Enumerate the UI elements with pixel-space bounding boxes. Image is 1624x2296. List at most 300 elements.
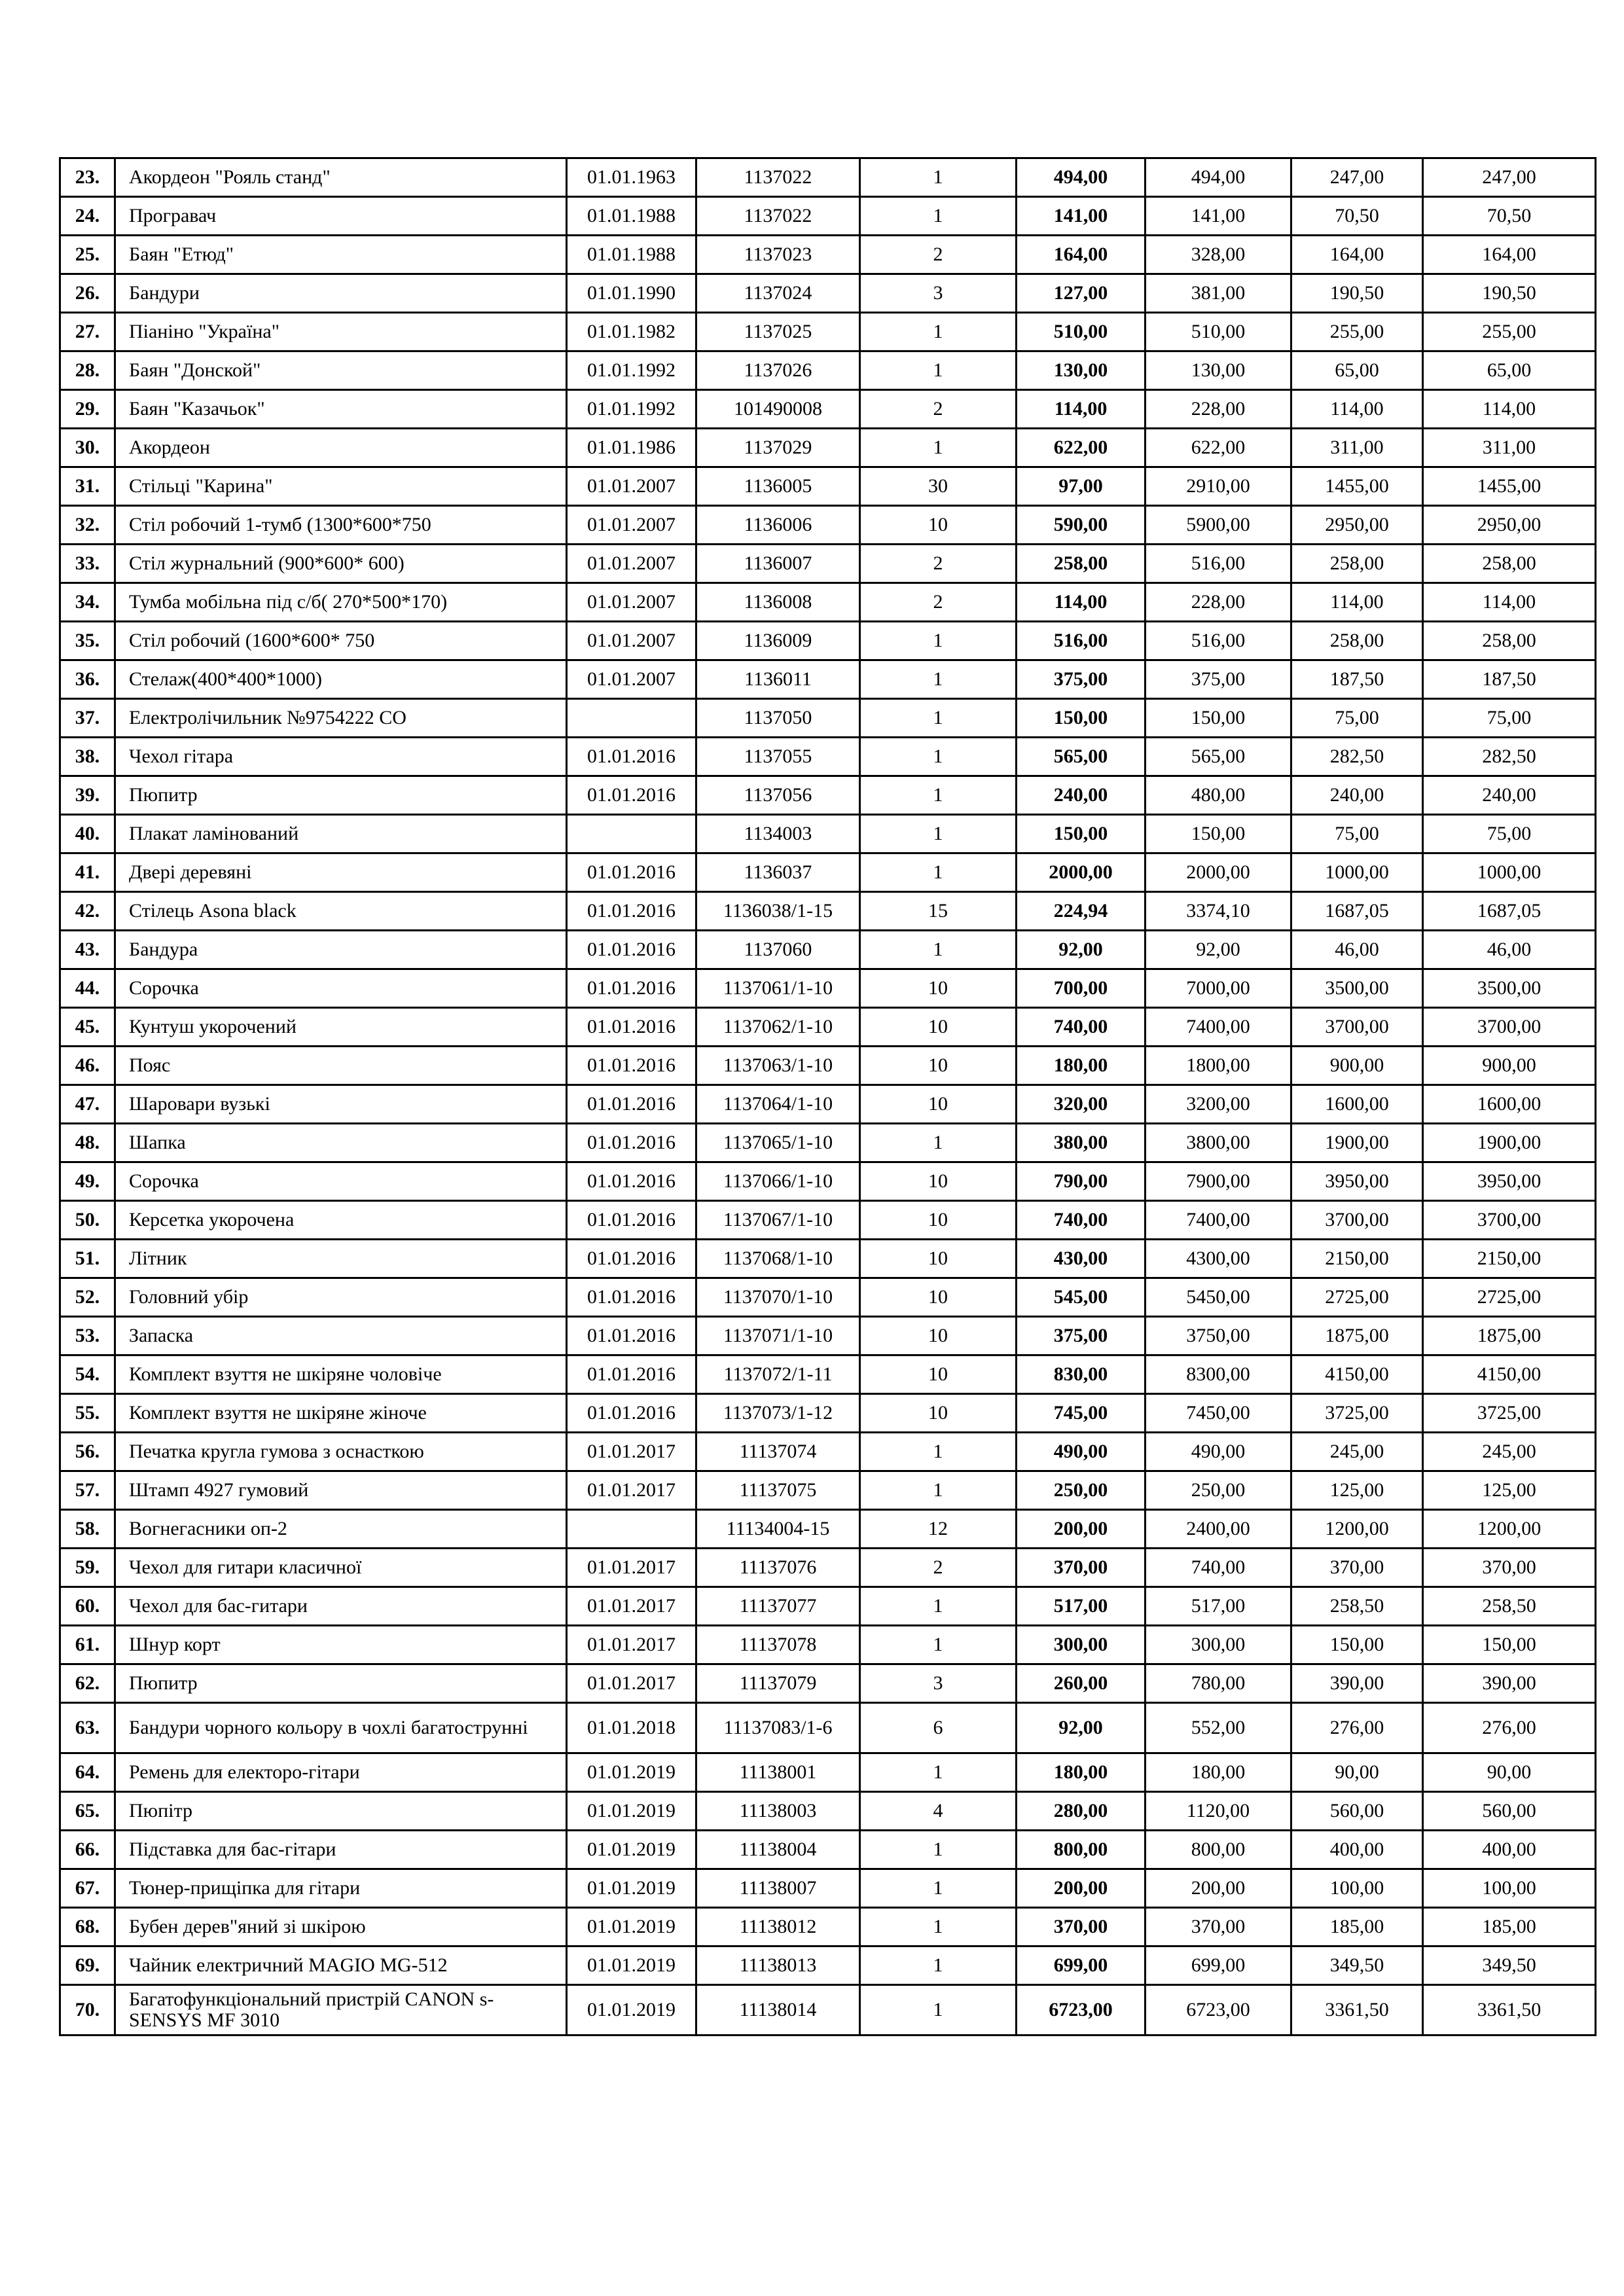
- total-cost-cell: 130,00: [1146, 351, 1291, 390]
- unit-price-cell: 494,00: [1017, 158, 1146, 197]
- residual-value-cell: 114,00: [1423, 390, 1596, 429]
- row-number-cell: 64.: [60, 1753, 115, 1792]
- quantity-cell: 10: [860, 506, 1017, 545]
- table-row: [60, 815, 1596, 853]
- inventory-number-cell: 11138013: [696, 1946, 860, 1985]
- inventory-number-cell: 11138004: [696, 1831, 860, 1869]
- residual-value-cell: 4150,00: [1423, 1355, 1596, 1394]
- unit-price-cell: 300,00: [1017, 1626, 1146, 1664]
- acquisition-date-cell: 01.01.2016: [567, 1278, 696, 1317]
- row-number-cell: 55.: [60, 1394, 115, 1433]
- quantity-cell: 1: [860, 351, 1017, 390]
- table-row: [60, 313, 1596, 351]
- quantity-cell: 10: [860, 1085, 1017, 1124]
- row-number-cell: 51.: [60, 1240, 115, 1278]
- unit-price-cell: 790,00: [1017, 1162, 1146, 1201]
- row-number-cell: 25.: [60, 236, 115, 274]
- quantity-cell: 1: [860, 197, 1017, 236]
- table-row: [60, 1471, 1596, 1510]
- unit-price-cell: 517,00: [1017, 1587, 1146, 1626]
- total-cost-cell: 7900,00: [1146, 1162, 1291, 1201]
- unit-price-cell: 740,00: [1017, 1201, 1146, 1240]
- depreciation-cell: 282,50: [1291, 738, 1423, 776]
- residual-value-cell: 258,00: [1423, 545, 1596, 583]
- depreciation-cell: 400,00: [1291, 1831, 1423, 1869]
- table-row: [60, 236, 1596, 274]
- depreciation-cell: 164,00: [1291, 236, 1423, 274]
- unit-price-cell: 590,00: [1017, 506, 1146, 545]
- unit-price-cell: 224,94: [1017, 892, 1146, 931]
- depreciation-cell: 1455,00: [1291, 467, 1423, 506]
- row-number-cell: 54.: [60, 1355, 115, 1394]
- total-cost-cell: 1800,00: [1146, 1047, 1291, 1085]
- acquisition-date-cell: 01.01.2016: [567, 969, 696, 1008]
- item-name-cell: Кунтуш укорочений: [115, 1008, 567, 1047]
- residual-value-cell: 150,00: [1423, 1626, 1596, 1664]
- total-cost-cell: 2000,00: [1146, 853, 1291, 892]
- acquisition-date-cell: 01.01.2016: [567, 892, 696, 931]
- depreciation-cell: 1000,00: [1291, 853, 1423, 892]
- inventory-number-cell: 1137062/1-10: [696, 1008, 860, 1047]
- quantity-cell: 1: [860, 1908, 1017, 1946]
- inventory-number-cell: 1137022: [696, 197, 860, 236]
- depreciation-cell: 114,00: [1291, 583, 1423, 622]
- item-name-cell: Стіл робочий (1600*600* 750: [115, 622, 567, 660]
- item-name-cell: Бандури чорного кольору в чохлі багатострунні: [115, 1703, 567, 1753]
- item-name-cell: Баян "Казачьок": [115, 390, 567, 429]
- row-number-cell: 52.: [60, 1278, 115, 1317]
- total-cost-cell: 180,00: [1146, 1753, 1291, 1792]
- quantity-cell: 10: [860, 1162, 1017, 1201]
- inventory-number-cell: 1134003: [696, 815, 860, 853]
- row-number-cell: 48.: [60, 1124, 115, 1162]
- table-row: [60, 776, 1596, 815]
- quantity-cell: 1: [860, 622, 1017, 660]
- acquisition-date-cell: [567, 699, 696, 738]
- depreciation-cell: 70,50: [1291, 197, 1423, 236]
- residual-value-cell: 46,00: [1423, 931, 1596, 969]
- table-row: [60, 1201, 1596, 1240]
- total-cost-cell: 8300,00: [1146, 1355, 1291, 1394]
- acquisition-date-cell: 01.01.2016: [567, 1317, 696, 1355]
- item-name-cell: Сорочка: [115, 1162, 567, 1201]
- quantity-cell: 15: [860, 892, 1017, 931]
- total-cost-cell: 300,00: [1146, 1626, 1291, 1664]
- total-cost-cell: 800,00: [1146, 1831, 1291, 1869]
- unit-price-cell: 240,00: [1017, 776, 1146, 815]
- inventory-number-cell: 1137068/1-10: [696, 1240, 860, 1278]
- total-cost-cell: 552,00: [1146, 1703, 1291, 1753]
- inventory-number-cell: 1137050: [696, 699, 860, 738]
- table-row: [60, 699, 1596, 738]
- table-row: [60, 1869, 1596, 1908]
- unit-price-cell: 830,00: [1017, 1355, 1146, 1394]
- inventory-number-cell: 11137077: [696, 1587, 860, 1626]
- acquisition-date-cell: 01.01.2016: [567, 1201, 696, 1240]
- table-row: [60, 1433, 1596, 1471]
- residual-value-cell: 65,00: [1423, 351, 1596, 390]
- inventory-number-cell: 11137075: [696, 1471, 860, 1510]
- row-number-cell: 43.: [60, 931, 115, 969]
- row-number-cell: 47.: [60, 1085, 115, 1124]
- unit-price-cell: 92,00: [1017, 1703, 1146, 1753]
- total-cost-cell: 510,00: [1146, 313, 1291, 351]
- depreciation-cell: 3700,00: [1291, 1008, 1423, 1047]
- table-row: [60, 1908, 1596, 1946]
- total-cost-cell: 200,00: [1146, 1869, 1291, 1908]
- row-number-cell: 31.: [60, 467, 115, 506]
- item-name-cell: Баян "Етюд": [115, 236, 567, 274]
- quantity-cell: 1: [860, 660, 1017, 699]
- residual-value-cell: 164,00: [1423, 236, 1596, 274]
- unit-price-cell: 200,00: [1017, 1510, 1146, 1549]
- row-number-cell: 58.: [60, 1510, 115, 1549]
- quantity-cell: 1: [860, 1124, 1017, 1162]
- total-cost-cell: 1120,00: [1146, 1792, 1291, 1831]
- total-cost-cell: 480,00: [1146, 776, 1291, 815]
- inventory-number-cell: 1137070/1-10: [696, 1278, 860, 1317]
- table-row: [60, 1317, 1596, 1355]
- total-cost-cell: 381,00: [1146, 274, 1291, 313]
- inventory-number-cell: 1137061/1-10: [696, 969, 860, 1008]
- table-row: [60, 931, 1596, 969]
- residual-value-cell: 2950,00: [1423, 506, 1596, 545]
- unit-price-cell: 258,00: [1017, 545, 1146, 583]
- item-name-cell: Пояс: [115, 1047, 567, 1085]
- item-name-cell: Сорочка: [115, 969, 567, 1008]
- acquisition-date-cell: 01.01.2016: [567, 1394, 696, 1433]
- table-row: [60, 738, 1596, 776]
- table-row: [60, 467, 1596, 506]
- total-cost-cell: 5450,00: [1146, 1278, 1291, 1317]
- inventory-number-cell: 11138012: [696, 1908, 860, 1946]
- acquisition-date-cell: 01.01.2007: [567, 660, 696, 699]
- unit-price-cell: 150,00: [1017, 699, 1146, 738]
- total-cost-cell: 3374,10: [1146, 892, 1291, 931]
- unit-price-cell: 127,00: [1017, 274, 1146, 313]
- item-name-cell: Стіл журнальний (900*600* 600): [115, 545, 567, 583]
- inventory-number-cell: 1137067/1-10: [696, 1201, 860, 1240]
- depreciation-cell: 311,00: [1291, 429, 1423, 467]
- residual-value-cell: 75,00: [1423, 815, 1596, 853]
- acquisition-date-cell: 01.01.2007: [567, 622, 696, 660]
- inventory-number-cell: 1137065/1-10: [696, 1124, 860, 1162]
- residual-value-cell: 349,50: [1423, 1946, 1596, 1985]
- unit-price-cell: 130,00: [1017, 351, 1146, 390]
- item-name-cell: Вогнегасники оп-2: [115, 1510, 567, 1549]
- table-row: [60, 1162, 1596, 1201]
- item-name-cell: Бубен дерев"яний зі шкірою: [115, 1908, 567, 1946]
- total-cost-cell: 740,00: [1146, 1549, 1291, 1587]
- table-row: [60, 1792, 1596, 1831]
- inventory-number-cell: 1137060: [696, 931, 860, 969]
- row-number-cell: 50.: [60, 1201, 115, 1240]
- depreciation-cell: 185,00: [1291, 1908, 1423, 1946]
- inventory-number-cell: 11137078: [696, 1626, 860, 1664]
- row-number-cell: 34.: [60, 583, 115, 622]
- item-name-cell: Програвач: [115, 197, 567, 236]
- acquisition-date-cell: 01.01.2019: [567, 1908, 696, 1946]
- row-number-cell: 60.: [60, 1587, 115, 1626]
- quantity-cell: 1: [860, 931, 1017, 969]
- acquisition-date-cell: 01.01.2017: [567, 1471, 696, 1510]
- quantity-cell: 1: [860, 1753, 1017, 1792]
- row-number-cell: 28.: [60, 351, 115, 390]
- table-row: [60, 660, 1596, 699]
- item-name-cell: Шнур корт: [115, 1626, 567, 1664]
- quantity-cell: 1: [860, 429, 1017, 467]
- row-number-cell: 24.: [60, 197, 115, 236]
- total-cost-cell: 780,00: [1146, 1664, 1291, 1703]
- table-row: [60, 1355, 1596, 1394]
- acquisition-date-cell: 01.01.2007: [567, 583, 696, 622]
- row-number-cell: 26.: [60, 274, 115, 313]
- item-name-cell: Багатофункціональний пристрій CANON s-SENSYS MF 3010: [115, 1985, 567, 2036]
- row-number-cell: 38.: [60, 738, 115, 776]
- inventory-number-cell: 11137083/1-6: [696, 1703, 860, 1753]
- row-number-cell: 59.: [60, 1549, 115, 1587]
- total-cost-cell: 375,00: [1146, 660, 1291, 699]
- residual-value-cell: 125,00: [1423, 1471, 1596, 1510]
- unit-price-cell: 370,00: [1017, 1908, 1146, 1946]
- quantity-cell: 2: [860, 583, 1017, 622]
- row-number-cell: 46.: [60, 1047, 115, 1085]
- row-number-cell: 27.: [60, 313, 115, 351]
- item-name-cell: Електролічильник №9754222 СО: [115, 699, 567, 738]
- depreciation-cell: 276,00: [1291, 1703, 1423, 1753]
- depreciation-cell: 150,00: [1291, 1626, 1423, 1664]
- total-cost-cell: 7400,00: [1146, 1008, 1291, 1047]
- unit-price-cell: 700,00: [1017, 969, 1146, 1008]
- acquisition-date-cell: 01.01.1982: [567, 313, 696, 351]
- residual-value-cell: 3950,00: [1423, 1162, 1596, 1201]
- depreciation-cell: 75,00: [1291, 699, 1423, 738]
- residual-value-cell: 3700,00: [1423, 1201, 1596, 1240]
- residual-value-cell: 1900,00: [1423, 1124, 1596, 1162]
- total-cost-cell: 92,00: [1146, 931, 1291, 969]
- acquisition-date-cell: 01.01.2018: [567, 1703, 696, 1753]
- inventory-number-cell: 1136037: [696, 853, 860, 892]
- acquisition-date-cell: 01.01.1988: [567, 236, 696, 274]
- depreciation-cell: 247,00: [1291, 158, 1423, 197]
- row-number-cell: 65.: [60, 1792, 115, 1831]
- quantity-cell: 1: [860, 1433, 1017, 1471]
- row-number-cell: 61.: [60, 1626, 115, 1664]
- total-cost-cell: 250,00: [1146, 1471, 1291, 1510]
- inventory-number-cell: 1137029: [696, 429, 860, 467]
- residual-value-cell: 3725,00: [1423, 1394, 1596, 1433]
- total-cost-cell: 6723,00: [1146, 1985, 1291, 2036]
- residual-value-cell: 100,00: [1423, 1869, 1596, 1908]
- item-name-cell: Запаска: [115, 1317, 567, 1355]
- acquisition-date-cell: 01.01.2016: [567, 1162, 696, 1201]
- residual-value-cell: 282,50: [1423, 738, 1596, 776]
- depreciation-cell: 190,50: [1291, 274, 1423, 313]
- unit-price-cell: 622,00: [1017, 429, 1146, 467]
- quantity-cell: 1: [860, 313, 1017, 351]
- depreciation-cell: 75,00: [1291, 815, 1423, 853]
- inventory-number-cell: 1136007: [696, 545, 860, 583]
- depreciation-cell: 187,50: [1291, 660, 1423, 699]
- item-name-cell: Комплект взуття не шкіряне чоловіче: [115, 1355, 567, 1394]
- table-row: [60, 1753, 1596, 1792]
- table-row: [60, 506, 1596, 545]
- residual-value-cell: 75,00: [1423, 699, 1596, 738]
- residual-value-cell: 311,00: [1423, 429, 1596, 467]
- acquisition-date-cell: 01.01.2007: [567, 545, 696, 583]
- total-cost-cell: 3200,00: [1146, 1085, 1291, 1124]
- table-row: [60, 274, 1596, 313]
- total-cost-cell: 4300,00: [1146, 1240, 1291, 1278]
- unit-price-cell: 545,00: [1017, 1278, 1146, 1317]
- acquisition-date-cell: 01.01.2007: [567, 506, 696, 545]
- inventory-number-cell: 1137025: [696, 313, 860, 351]
- row-number-cell: 33.: [60, 545, 115, 583]
- depreciation-cell: 2150,00: [1291, 1240, 1423, 1278]
- quantity-cell: 1: [860, 853, 1017, 892]
- depreciation-cell: 1875,00: [1291, 1317, 1423, 1355]
- total-cost-cell: 516,00: [1146, 545, 1291, 583]
- unit-price-cell: 92,00: [1017, 931, 1146, 969]
- row-number-cell: 53.: [60, 1317, 115, 1355]
- item-name-cell: Піаніно "Україна": [115, 313, 567, 351]
- depreciation-cell: 2725,00: [1291, 1278, 1423, 1317]
- quantity-cell: 2: [860, 236, 1017, 274]
- unit-price-cell: 180,00: [1017, 1047, 1146, 1085]
- item-name-cell: Чехол гітара: [115, 738, 567, 776]
- residual-value-cell: 390,00: [1423, 1664, 1596, 1703]
- quantity-cell: 2: [860, 390, 1017, 429]
- item-name-cell: Бандури: [115, 274, 567, 313]
- item-name-cell: Плакат ламінований: [115, 815, 567, 853]
- item-name-cell: Пюпітр: [115, 1792, 567, 1831]
- residual-value-cell: 560,00: [1423, 1792, 1596, 1831]
- depreciation-cell: 560,00: [1291, 1792, 1423, 1831]
- table-row: [60, 197, 1596, 236]
- depreciation-cell: 3725,00: [1291, 1394, 1423, 1433]
- inventory-table-body: [60, 158, 1596, 2036]
- unit-price-cell: 141,00: [1017, 197, 1146, 236]
- quantity-cell: 6: [860, 1703, 1017, 1753]
- inventory-number-cell: 1137071/1-10: [696, 1317, 860, 1355]
- unit-price-cell: 97,00: [1017, 467, 1146, 506]
- depreciation-cell: 3500,00: [1291, 969, 1423, 1008]
- quantity-cell: 10: [860, 1008, 1017, 1047]
- quantity-cell: 1: [860, 158, 1017, 197]
- inventory-number-cell: 1137023: [696, 236, 860, 274]
- inventory-number-cell: 1136008: [696, 583, 860, 622]
- unit-price-cell: 114,00: [1017, 390, 1146, 429]
- total-cost-cell: 228,00: [1146, 583, 1291, 622]
- acquisition-date-cell: 01.01.1992: [567, 351, 696, 390]
- residual-value-cell: 187,50: [1423, 660, 1596, 699]
- total-cost-cell: 516,00: [1146, 622, 1291, 660]
- depreciation-cell: 258,00: [1291, 545, 1423, 583]
- unit-price-cell: 490,00: [1017, 1433, 1146, 1471]
- quantity-cell: 1: [860, 1471, 1017, 1510]
- inventory-number-cell: 1136009: [696, 622, 860, 660]
- quantity-cell: 1: [860, 1587, 1017, 1626]
- acquisition-date-cell: 01.01.2016: [567, 853, 696, 892]
- acquisition-date-cell: 01.01.1990: [567, 274, 696, 313]
- table-row: [60, 429, 1596, 467]
- quantity-cell: 1: [860, 699, 1017, 738]
- residual-value-cell: 1455,00: [1423, 467, 1596, 506]
- quantity-cell: 10: [860, 1240, 1017, 1278]
- table-row: [60, 853, 1596, 892]
- table-row: [60, 1664, 1596, 1703]
- total-cost-cell: 228,00: [1146, 390, 1291, 429]
- depreciation-cell: 245,00: [1291, 1433, 1423, 1471]
- acquisition-date-cell: 01.01.2016: [567, 931, 696, 969]
- depreciation-cell: 900,00: [1291, 1047, 1423, 1085]
- item-name-cell: Стіл робочий 1-тумб (1300*600*750: [115, 506, 567, 545]
- item-name-cell: Баян "Донской": [115, 351, 567, 390]
- row-number-cell: 30.: [60, 429, 115, 467]
- depreciation-cell: 46,00: [1291, 931, 1423, 969]
- depreciation-cell: 90,00: [1291, 1753, 1423, 1792]
- row-number-cell: 23.: [60, 158, 115, 197]
- inventory-number-cell: 1136006: [696, 506, 860, 545]
- inventory-number-cell: 1137072/1-11: [696, 1355, 860, 1394]
- residual-value-cell: 258,00: [1423, 622, 1596, 660]
- quantity-cell: 10: [860, 1278, 1017, 1317]
- depreciation-cell: 1600,00: [1291, 1085, 1423, 1124]
- residual-value-cell: 255,00: [1423, 313, 1596, 351]
- acquisition-date-cell: [567, 815, 696, 853]
- inventory-number-cell: 11137079: [696, 1664, 860, 1703]
- quantity-cell: 1: [860, 776, 1017, 815]
- residual-value-cell: 1687,05: [1423, 892, 1596, 931]
- row-number-cell: 62.: [60, 1664, 115, 1703]
- table-row: [60, 1278, 1596, 1317]
- unit-price-cell: 375,00: [1017, 1317, 1146, 1355]
- table-row: [60, 545, 1596, 583]
- table-row: [60, 1587, 1596, 1626]
- inventory-number-cell: 1137024: [696, 274, 860, 313]
- inventory-number-cell: 1136005: [696, 467, 860, 506]
- acquisition-date-cell: 01.01.2017: [567, 1433, 696, 1471]
- inventory-number-cell: 11137074: [696, 1433, 860, 1471]
- quantity-cell: 1: [860, 1869, 1017, 1908]
- acquisition-date-cell: 01.01.2019: [567, 1946, 696, 1985]
- depreciation-cell: 4150,00: [1291, 1355, 1423, 1394]
- unit-price-cell: 2000,00: [1017, 853, 1146, 892]
- row-number-cell: 44.: [60, 969, 115, 1008]
- residual-value-cell: 370,00: [1423, 1549, 1596, 1587]
- total-cost-cell: 150,00: [1146, 815, 1291, 853]
- quantity-cell: 1: [860, 815, 1017, 853]
- quantity-cell: 10: [860, 1201, 1017, 1240]
- row-number-cell: 36.: [60, 660, 115, 699]
- depreciation-cell: 114,00: [1291, 390, 1423, 429]
- acquisition-date-cell: 01.01.2019: [567, 1753, 696, 1792]
- total-cost-cell: 7400,00: [1146, 1201, 1291, 1240]
- quantity-cell: 10: [860, 1317, 1017, 1355]
- acquisition-date-cell: 01.01.2017: [567, 1626, 696, 1664]
- acquisition-date-cell: 01.01.2019: [567, 1869, 696, 1908]
- quantity-cell: 12: [860, 1510, 1017, 1549]
- total-cost-cell: 490,00: [1146, 1433, 1291, 1471]
- item-name-cell: Чайник електричний MAGIO MG-512: [115, 1946, 567, 1985]
- unit-price-cell: 516,00: [1017, 622, 1146, 660]
- acquisition-date-cell: 01.01.2019: [567, 1985, 696, 2036]
- depreciation-cell: 1900,00: [1291, 1124, 1423, 1162]
- depreciation-cell: 258,00: [1291, 622, 1423, 660]
- table-row: [60, 1240, 1596, 1278]
- unit-price-cell: 375,00: [1017, 660, 1146, 699]
- depreciation-cell: 65,00: [1291, 351, 1423, 390]
